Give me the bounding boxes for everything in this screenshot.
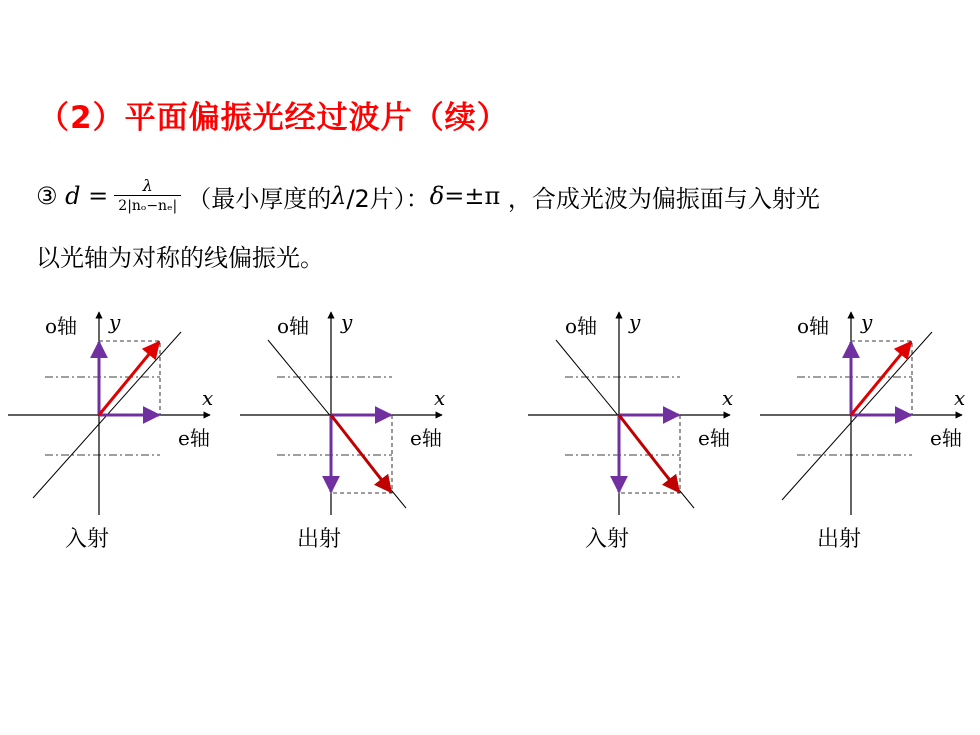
o-axis-label: o轴 bbox=[797, 314, 830, 338]
fraction-numerator: λ bbox=[142, 176, 153, 195]
e-axis-label: e轴 bbox=[178, 426, 210, 450]
formula-line bbox=[36, 168, 820, 224]
o-axis-label: o轴 bbox=[565, 314, 598, 338]
equals-sign: = bbox=[88, 182, 109, 210]
diagram-caption: 出射 bbox=[297, 527, 342, 552]
polarization-vector bbox=[851, 342, 911, 415]
diagram-caption: 入射 bbox=[65, 527, 110, 552]
formula-description: ，合成光波为偏振面与入射光 bbox=[507, 184, 820, 213]
x-axis-label: x bbox=[954, 386, 966, 410]
diagram-3-incident bbox=[520, 300, 760, 560]
description-line: 以光轴为对称的线偏振光。 bbox=[36, 244, 324, 272]
page-title: （2）平面偏振光经过波片（续） bbox=[38, 100, 509, 136]
thickness-fraction bbox=[114, 177, 181, 215]
polarization-vector bbox=[331, 415, 391, 492]
x-axis-label: x bbox=[202, 386, 214, 410]
y-axis-label: y bbox=[109, 310, 121, 334]
e-axis-label: e轴 bbox=[698, 426, 730, 450]
y-axis-label: y bbox=[861, 310, 873, 334]
polarization-vector bbox=[99, 342, 159, 415]
note-lambda: λ bbox=[331, 182, 347, 210]
phase-delta-symbol: δ bbox=[429, 182, 445, 210]
note-half-wave: /2片）： bbox=[346, 184, 430, 213]
x-axis-label: x bbox=[722, 386, 734, 410]
fraction-denominator: 2|nₒ−nₑ| bbox=[114, 195, 181, 215]
diagram-2-emergent bbox=[232, 300, 472, 560]
diagram-caption: 入射 bbox=[585, 527, 630, 552]
thickness-symbol: d bbox=[65, 182, 81, 210]
x-axis-label: x bbox=[434, 386, 446, 410]
item-marker: ③ bbox=[36, 182, 58, 210]
y-axis-label: y bbox=[629, 310, 641, 334]
e-axis-label: e轴 bbox=[410, 426, 442, 450]
o-axis-label: o轴 bbox=[277, 314, 310, 338]
polarization-vector bbox=[619, 415, 679, 492]
diagram-1-incident bbox=[0, 300, 240, 560]
e-axis-label: e轴 bbox=[930, 426, 962, 450]
diagram-4-emergent bbox=[752, 300, 980, 560]
o-axis-label: o轴 bbox=[45, 314, 78, 338]
y-axis-label: y bbox=[341, 310, 353, 334]
phase-delta-value: =±π bbox=[444, 182, 501, 210]
note-open: （最小厚度的 bbox=[187, 184, 332, 213]
diagram-caption: 出射 bbox=[817, 527, 862, 552]
